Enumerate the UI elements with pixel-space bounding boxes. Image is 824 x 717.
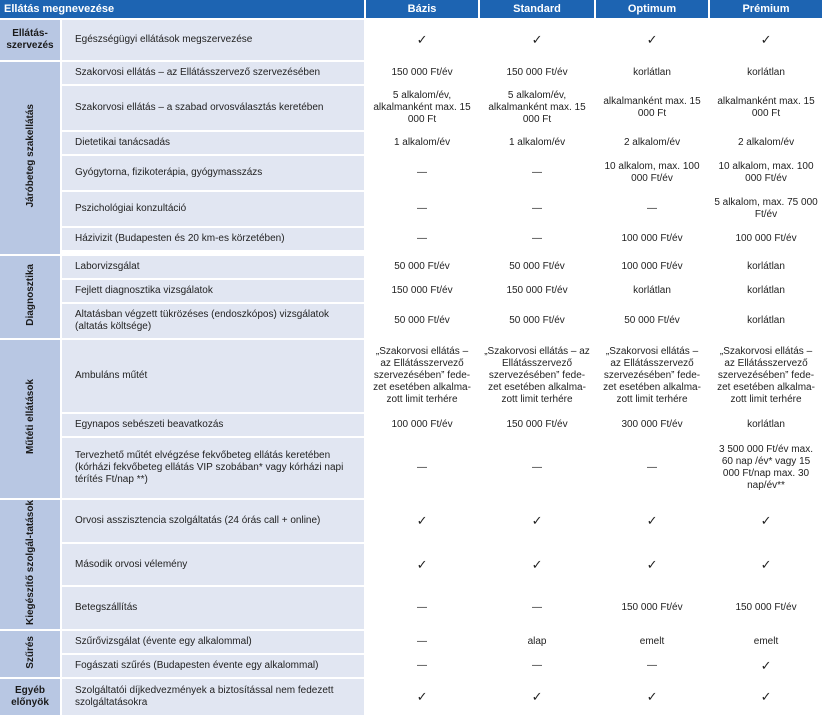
row-label: Altatásban végzett tükrözéses (endoszkópos) vizsgálatok (altatás költsége) xyxy=(62,304,364,338)
dash-value: — xyxy=(480,438,594,498)
check-icon: ✓ xyxy=(596,679,708,715)
header-plan-optimum: Optimum xyxy=(596,0,708,18)
dash-value: — xyxy=(366,228,478,250)
dash-value: — xyxy=(480,228,594,250)
check-icon: ✓ xyxy=(366,20,478,60)
check-icon: ✓ xyxy=(366,544,478,586)
cell-value: korlátlan xyxy=(710,414,822,436)
dash-value: — xyxy=(596,438,708,498)
table-row xyxy=(0,414,822,436)
cell-value: 150 000 Ft/év xyxy=(366,62,478,84)
cell-value: alkalmanként max. 15 000 Ft xyxy=(710,86,822,130)
check-icon: ✓ xyxy=(710,544,822,586)
cell-value: emelt xyxy=(596,631,708,653)
table-row xyxy=(0,156,822,190)
cell-value: 300 000 Ft/év xyxy=(596,414,708,436)
check-icon: ✓ xyxy=(366,500,478,542)
cell-value: 150 000 Ft/év xyxy=(366,280,478,302)
dash-value: — xyxy=(480,655,594,677)
row-label: Tervezhető műtét elvégzése fekvőbeteg ellátás keretében (kórházi fekvőbeteg ellátás VIP szobában* vagy kórházi napi térítés Ft/nap **) xyxy=(62,438,364,498)
table-row xyxy=(0,631,822,653)
cell-value: 1 alkalom/év xyxy=(480,132,594,154)
category-muteti: Műtéti ellátások xyxy=(0,340,60,498)
dash-value: — xyxy=(366,438,478,498)
check-icon: ✓ xyxy=(710,500,822,542)
cell-value: 10 alkalom, max. 100 000 Ft/év xyxy=(710,156,822,190)
row-label: Ambuláns műtét xyxy=(62,340,364,412)
table-row xyxy=(0,438,822,498)
table-row xyxy=(0,587,822,629)
table-row xyxy=(0,86,822,130)
category-diagnosztika: Diagnosztika xyxy=(0,256,60,338)
row-label: Gyógytorna, fizikoterápia, gyógymasszázs xyxy=(62,156,364,190)
cell-value: korlátlan xyxy=(710,256,822,278)
row-label: Fogászati szűrés (Budapesten évente egy alkalommal) xyxy=(62,655,364,677)
cell-value: 150 000 Ft/év xyxy=(480,280,594,302)
cell-value: 50 000 Ft/év xyxy=(366,304,478,338)
check-icon: ✓ xyxy=(710,20,822,60)
cell-value: 100 000 Ft/év xyxy=(710,228,822,250)
cell-value: 5 alkalom, max. 75 000 Ft/év xyxy=(710,192,822,226)
table-row xyxy=(0,256,822,278)
check-icon: ✓ xyxy=(480,20,594,60)
cell-value: 50 000 Ft/év xyxy=(480,256,594,278)
spacer xyxy=(62,252,822,254)
row-label: Dietetikai tanácsadás xyxy=(62,132,364,154)
dash-value: — xyxy=(596,655,708,677)
cell-value: emelt xyxy=(710,631,822,653)
table-row xyxy=(0,228,822,250)
cell-value: 100 000 Ft/év xyxy=(596,228,708,250)
dash-value: — xyxy=(366,655,478,677)
cell-value: 100 000 Ft/év xyxy=(596,256,708,278)
check-icon: ✓ xyxy=(596,20,708,60)
row-label: Szolgáltatói díjkedvezmények a biztosítással nem fedezett szolgáltatásokra xyxy=(62,679,364,715)
cell-value: 50 000 Ft/év xyxy=(366,256,478,278)
cell-value: alap xyxy=(480,631,594,653)
category-ellatasszervezes: Ellátás-szervezés xyxy=(0,20,60,60)
cell-value: „Szakorvosi ellátás – az Ellátásszervező szervezésében” fede-zet esetében alkalma-zott limit terhére xyxy=(366,340,478,412)
row-label: Házivizit (Budapesten és 20 km-es körzetében) xyxy=(62,228,364,250)
cell-value: 1 alkalom/év xyxy=(366,132,478,154)
table-row xyxy=(0,192,822,226)
cell-value: 150 000 Ft/év xyxy=(480,62,594,84)
cell-value: korlátlan xyxy=(710,280,822,302)
category-jarobeteg: Járóbeteg szakellátás xyxy=(0,62,60,254)
table-row xyxy=(0,62,822,84)
cell-value: alkalmanként max. 15 000 Ft xyxy=(596,86,708,130)
row-label: Orvosi asszisztencia szolgáltatás (24 órás call + online) xyxy=(62,500,364,542)
header-plan-standard: Standard xyxy=(480,0,594,18)
row-label: Második orvosi vélemény xyxy=(62,544,364,586)
table-row xyxy=(0,132,822,154)
cell-value: korlátlan xyxy=(596,280,708,302)
cell-value: korlátlan xyxy=(710,62,822,84)
cell-value: korlátlan xyxy=(596,62,708,84)
table-row xyxy=(0,280,822,302)
category-szures: Szűrés xyxy=(0,631,60,677)
cell-value: 150 000 Ft/év xyxy=(480,414,594,436)
table-row xyxy=(0,20,822,60)
cell-value: 50 000 Ft/év xyxy=(480,304,594,338)
check-icon: ✓ xyxy=(596,544,708,586)
check-icon: ✓ xyxy=(710,655,822,677)
cell-value: 3 500 000 Ft/év max. 60 nap /év* vagy 15 000 Ft/nap max. 30 nap/év** xyxy=(710,438,822,498)
table-row xyxy=(0,500,822,542)
check-icon: ✓ xyxy=(596,500,708,542)
cell-value: 5 alkalom/év, alkalmanként max. 15 000 Ft xyxy=(366,86,478,130)
row-label: Pszichológiai konzultáció xyxy=(62,192,364,226)
table-row xyxy=(0,304,822,338)
row-label: Szűrővizsgálat (évente egy alkalommal) xyxy=(62,631,364,653)
dash-value: — xyxy=(480,587,594,629)
cell-value: „Szakorvosi ellátás – az Ellátásszervező szervezésében” fede-zet esetében alkalma-zott limit terhére xyxy=(480,340,594,412)
table-row xyxy=(0,655,822,677)
spacer-row xyxy=(0,252,822,254)
cell-value: korlátlan xyxy=(710,304,822,338)
category-egyeb: Egyéb előnyök xyxy=(0,679,60,715)
header-service: Ellátás megnevezése xyxy=(0,0,364,18)
cell-value: 2 alkalom/év xyxy=(710,132,822,154)
dash-value: — xyxy=(366,587,478,629)
cell-value: 50 000 Ft/év xyxy=(596,304,708,338)
table-row xyxy=(0,679,822,715)
cell-value: 150 000 Ft/év xyxy=(596,587,708,629)
row-label: Fejlett diagnosztika vizsgálatok xyxy=(62,280,364,302)
cell-value: 150 000 Ft/év xyxy=(710,587,822,629)
row-label: Szakorvosi ellátás – az Ellátásszervező szervezésében xyxy=(62,62,364,84)
dash-value: — xyxy=(366,156,478,190)
dash-value: — xyxy=(366,631,478,653)
row-label: Betegszállítás xyxy=(62,587,364,629)
check-icon: ✓ xyxy=(710,679,822,715)
check-icon: ✓ xyxy=(366,679,478,715)
header-row xyxy=(0,0,822,18)
check-icon: ✓ xyxy=(480,500,594,542)
check-icon: ✓ xyxy=(480,544,594,586)
header-plan-bazis: Bázis xyxy=(366,0,478,18)
cell-value: 100 000 Ft/év xyxy=(366,414,478,436)
cell-value: 2 alkalom/év xyxy=(596,132,708,154)
dash-value: — xyxy=(480,156,594,190)
cell-value: 5 alkalom/év, alkalmanként max. 15 000 Ft xyxy=(480,86,594,130)
table-row xyxy=(0,340,822,412)
dash-value: — xyxy=(480,192,594,226)
row-label: Szakorvosi ellátás – a szabad orvosválasztás keretében xyxy=(62,86,364,130)
table-row xyxy=(0,544,822,586)
cell-value: „Szakorvosi ellátás – az Ellátásszervező szervezésében” fede-zet esetében alkalma-zott limit terhére xyxy=(596,340,708,412)
cell-value: „Szakorvosi ellátás – az Ellátásszervező szervezésében” fede-zet esetében alkalma-zott limit terhére xyxy=(710,340,822,412)
dash-value: — xyxy=(596,192,708,226)
check-icon: ✓ xyxy=(480,679,594,715)
row-label: Egészségügyi ellátások megszervezése xyxy=(62,20,364,60)
dash-value: — xyxy=(366,192,478,226)
header-plan-premium: Prémium xyxy=(710,0,822,18)
row-label: Egynapos sebészeti beavatkozás xyxy=(62,414,364,436)
row-label: Laborvizsgálat xyxy=(62,256,364,278)
category-kiegeszito: Kiegészítő szolgál-tatások xyxy=(0,500,60,629)
cell-value: 10 alkalom, max. 100 000 Ft/év xyxy=(596,156,708,190)
